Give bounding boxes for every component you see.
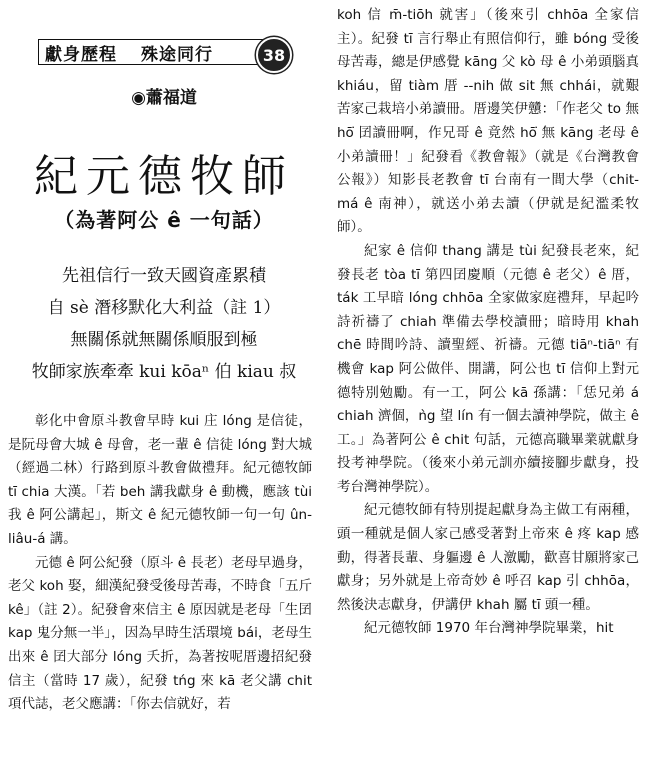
poem — [8, 260, 320, 388]
poem-line: 牧師家族牽牽 kui kōaⁿ 伯 kiau 叔 — [31, 362, 297, 382]
author-byline: ◉蕭福道 — [131, 88, 197, 108]
left-column — [8, 0, 320, 781]
paragraph: 紀元德牧師有特別提起獻身為主做工有兩種，頭一種就是個人家己感受著對上帝來 ê 疼 kap 感動，得著長輩、身軀邊 ê 人激勵，歡喜甘願將家己獻身；另外就是上帝奇妙 ê 呼召 kap 引 chhōa，然後決志獻身，伊講伊 khah 屬 tī 頭一種。 — [337, 502, 639, 613]
series-title-part1: 獻身歷程 — [45, 44, 117, 65]
article-title: 紀元德牧師 — [34, 151, 294, 202]
paragraph: koh 信 m̄-tiōh 就害」（後來引 chhōa 全家信主）。紀發 tī 言行舉止有照信仰行，雖 bóng 受後母苦毒，總是伊感覺 kāng 父 kò 母 ê 小弟頭腦真 khiáu，留 tiàm 厝 --nih 做 sit 無 chhái，就艱苦家己栽培小弟讀冊。厝邊笑伊戇：「作老父 to 無 hō͘ 囝讀冊啊，作兄哥 ê 竟然 hō͘ 無 kāng 老母 ê 小弟讀冊！」紀發看《教會報》（就是《台灣教會公報》）知影長老教會 tī 台南有一間大學（chit-má ê 南神），就送小弟去讀（伊就是紀濫柔牧師）。 — [337, 7, 639, 236]
body-text-right — [337, 4, 639, 641]
poem-line: 自 sè 潛移默化大利益（註 1） — [47, 298, 281, 318]
paragraph: 紀元德牧師 1970 年台灣神學院畢業，hit — [364, 620, 614, 637]
right-column — [337, 0, 639, 781]
body-text-left — [8, 410, 312, 717]
poem-line: 無關係就無關係順服到極 — [70, 330, 258, 350]
series-banner — [38, 37, 300, 71]
paragraph: 彰化中會原斗教會早時 kui 庄 lóng 是信徒，是阮母會大城 ê 母會，老一輩 ê 信徒 lóng 對大城（經過二林）行路到原斗教會做禮拜。紀元德牧師 tī chia 大漢。「若 beh 講我獻身 ê 動機，應該 tùi 我 ê 阿公講起」，斯文 ê 紀元德牧師一句一句 ûn-liâu-á 講。 — [8, 413, 312, 547]
series-title-part2: 殊途同行 — [141, 44, 213, 65]
paragraph: 元德 ê 阿公紀發（原斗 ê 長老）老母早過身，老父 koh 娶，細漢紀發受後母苦毒，不時食「五斤 kê」（註 2）。紀發會來信主 ê 原因就是老母「生囝 kap 鬼分無一半」，因為早時生活環境 bái，老母生出來 ê 囝大部分 lóng 夭折，為著按呢厝邊招紀發信主（當時 17 歲），紀發 tńg 來 kā 老父講 chit 項代誌，老父應講：「你去信就好，若 — [8, 554, 312, 713]
article-subtitle: （為著阿公 ê 一句話） — [54, 208, 274, 232]
series-title-box — [38, 39, 270, 65]
issue-number-badge: 38 — [256, 37, 292, 73]
poem-line: 先祖信行一致天國資產累積 — [62, 266, 266, 286]
paragraph: 紀家 ê 信仰 thang 講是 tùi 紀發長老來，紀發長老 tòa tī 第四囝慶順（元德 ê 老父）ê 厝，ták 工早暗 lóng chhōa 全家做家庭禮拜，早起吟詩祈禱了 chiah 準備去學校讀冊；暗時用 khah chē 時間吟詩、讀聖經、祈禱。元德 tiāⁿ-tiāⁿ 有機會 kap 阿公做伴、開講，阿公也 tī 信仰上對元德特別勉勵。有一工，阿公 kā 孫講：「恁兄弟 á chiah 濟個，ǹg 望 lín 有一個去讀神學院，做主 ê 工。」為著阿公 ê chit 句話，元德高職畢業就獻身投考神學院。（後來小弟元訓亦續接腳步獻身，投考台灣神學院）。 — [337, 242, 640, 495]
